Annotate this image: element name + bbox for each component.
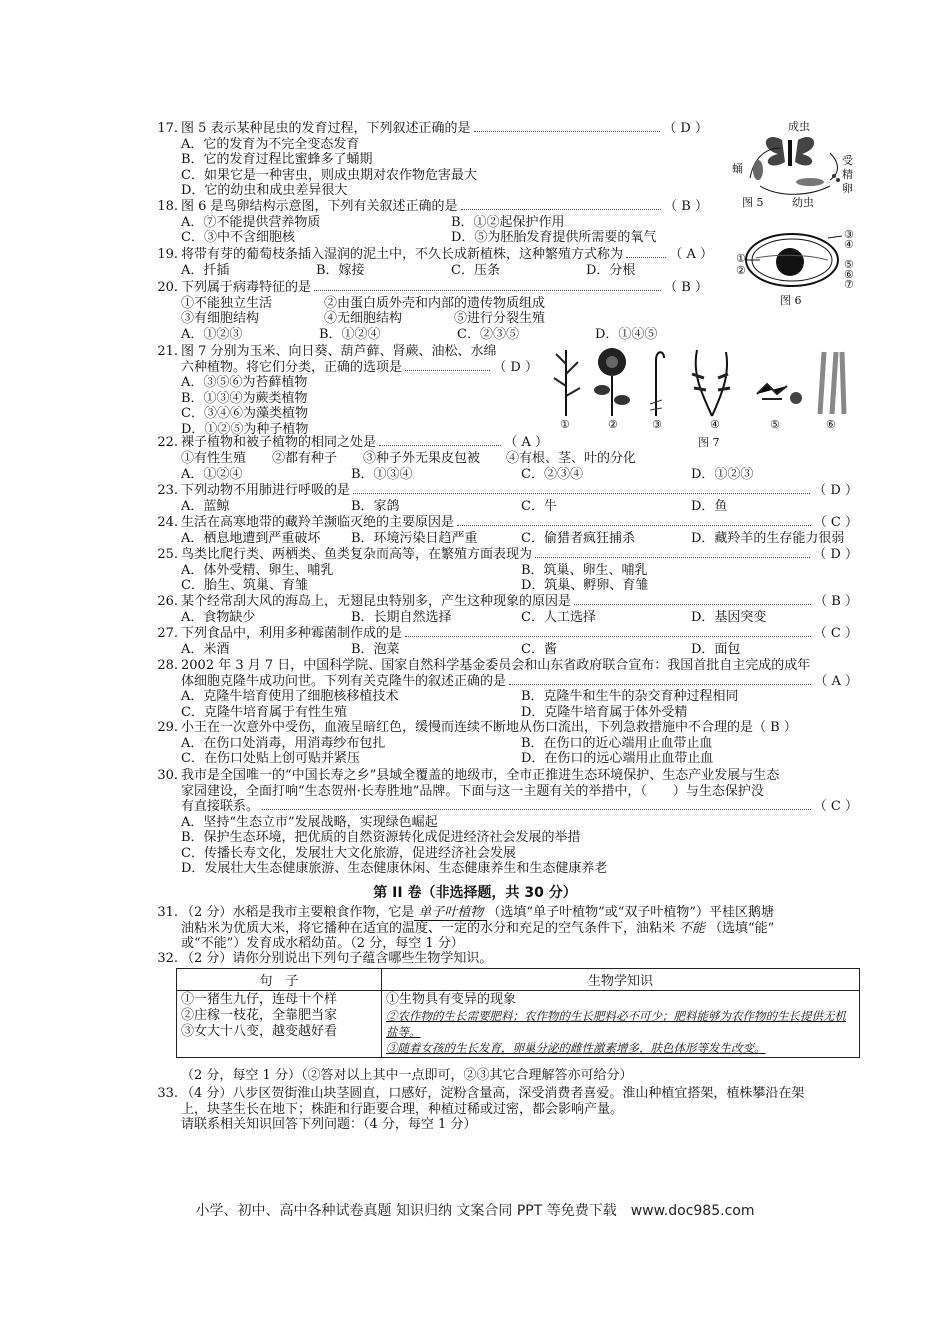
question-stem: 将带有芽的葡萄枝条插入湿润的泥土中，不久长成新植株，这种繁殖方式称为 bbox=[181, 247, 624, 262]
question-number: 26. bbox=[157, 594, 178, 609]
marker: ⑥ bbox=[844, 268, 854, 281]
label-larva: 幼虫 bbox=[792, 196, 814, 209]
option-d: D．发展壮大生态健康旅游、生态健康休闲、生态健康养生和生态健康养老 bbox=[181, 861, 608, 876]
question-number: 17. bbox=[157, 121, 178, 136]
answer: （ D ） bbox=[663, 121, 708, 136]
option-b: B．环境污染日趋严重 bbox=[351, 530, 478, 546]
question-28 bbox=[148, 658, 858, 720]
question-number: 24. bbox=[157, 515, 178, 530]
option-d: D．在伤口的远心端用止血带止血 bbox=[521, 751, 714, 766]
option-a: A．扦插 bbox=[181, 262, 230, 278]
answer: （ A ） bbox=[504, 435, 548, 450]
answer: （ D ） bbox=[813, 547, 858, 562]
figure-caption: 图 5 bbox=[742, 196, 764, 209]
option-d: D．藏羚羊的生存能力很弱 bbox=[691, 530, 845, 546]
moss-icon bbox=[650, 352, 664, 416]
marker: ② bbox=[736, 264, 746, 277]
question-17 bbox=[148, 121, 708, 199]
plants-drawing bbox=[552, 344, 852, 420]
question-stem: （2 分）请你分别说出下列句子蕴含哪些生物学知识。 bbox=[181, 951, 493, 966]
option-c: C．在伤口处贴上创可贴并紧压 bbox=[181, 751, 360, 766]
table-row bbox=[177, 991, 860, 1058]
question-stem: 2002 年 3 月 7 日，中国科学院、国家自然科学基金委员会和山东省政府联合宣布：我国首批自主完成的成年 bbox=[181, 658, 811, 673]
question-number: 31. bbox=[157, 905, 178, 920]
figure-caption: 图 7 bbox=[698, 436, 720, 449]
option-a: A．坚持“生态立市”发展战略，实现绿色崛起 bbox=[181, 814, 438, 830]
option-d: D．面包 bbox=[691, 641, 741, 657]
option-b: B．泡菜 bbox=[351, 641, 400, 657]
option-d: D．分根 bbox=[586, 262, 636, 278]
question-stem: 图 7 分别为玉米、向日葵、葫芦藓、肾蕨、油松、水绵 bbox=[181, 344, 497, 359]
question-33 bbox=[148, 1086, 858, 1133]
option-a: A．蓝鲸 bbox=[181, 498, 230, 514]
question-23 bbox=[148, 483, 858, 514]
marker: ⑦ bbox=[844, 278, 854, 291]
option-c: C．克隆牛培育属于有性生殖 bbox=[181, 704, 347, 720]
option-b: B．家鸽 bbox=[351, 498, 400, 514]
knowledge-table bbox=[176, 968, 860, 1058]
option-b: B．它的发育过程比蜜蜂多了蛹期 bbox=[181, 152, 373, 167]
statement-line: ③有细胞结构 ④无细胞结构 ⑤进行分裂生殖 bbox=[181, 311, 546, 326]
option-b: B．嫁接 bbox=[316, 262, 365, 278]
answer: （ B ） bbox=[664, 199, 708, 214]
option-d: D．①④⑤ bbox=[595, 326, 658, 342]
question-number: 22. bbox=[157, 435, 178, 450]
option-c: C．③④⑥为藻类植物 bbox=[181, 406, 308, 421]
question-25 bbox=[148, 547, 858, 594]
question-number: 18. bbox=[157, 199, 178, 214]
option-a: A．⑦不能提供营养物质 bbox=[181, 214, 321, 230]
option-c: C．传播长寿文化，发展壮大文化旅游，促进经济社会发展 bbox=[181, 845, 516, 861]
question-text: （4 分）八步区贺街淮山块茎圆直，口感好，淀粉含量高，深受消费者喜爱。淮山种植宜搭架，植株攀沿在架 bbox=[181, 1086, 805, 1101]
question-text: 或“不能”）发育成水稻幼苗。（2 分，每空 1 分） bbox=[181, 936, 464, 951]
question-stem: 生活在高寒地带的藏羚羊濒临灭绝的主要原因是 bbox=[181, 515, 455, 530]
answer: （ C ） bbox=[813, 515, 858, 530]
question-text: 油粘米为优质大米，将它播种在适宜的温度、一定的水分和充足的空气条件下，油粘米 bbox=[181, 920, 676, 936]
marker: ⑤ bbox=[844, 258, 854, 271]
option-c: C．如果它是一种害虫，则成虫期对农作物危害最大 bbox=[181, 167, 477, 183]
answer-blank-1: 单子叶植物 bbox=[414, 905, 487, 921]
scoring-note: （2 分，每空 1 分）（②答对以上其中一点即可，②③其它合理解答亦可给分） bbox=[181, 1068, 633, 1083]
footer: 小学、初中、高中各种试卷真题 知识归纳 文案合同 PPT 等免费下载 www.doc985.com bbox=[195, 1203, 755, 1219]
question-text: 上，块茎生长在地下；株距和行距要合理，种植过稀或过密，都会影响产量。 bbox=[181, 1101, 624, 1117]
question-21 bbox=[148, 344, 538, 437]
question-stem: 下列食品中，利用多种霉菌制作成的是 bbox=[181, 626, 403, 641]
option-c: C．压条 bbox=[451, 262, 500, 278]
option-a: A．米酒 bbox=[181, 641, 230, 657]
answer: （ A ） bbox=[814, 673, 858, 689]
question-number: 30. bbox=[157, 768, 178, 783]
question-20 bbox=[148, 280, 708, 342]
option-d: D．鱼 bbox=[691, 498, 728, 514]
option-a: A．体外受精、卵生、哺乳 bbox=[181, 562, 334, 578]
option-c: C．人工选择 bbox=[521, 609, 596, 625]
question-number: 21. bbox=[157, 344, 178, 359]
question-number: 20. bbox=[157, 280, 178, 295]
question-text: （选填“能” bbox=[709, 920, 775, 936]
sunflower-icon bbox=[594, 348, 630, 416]
figure-7-plants bbox=[552, 344, 852, 450]
option-a: A．①②④ bbox=[181, 466, 243, 482]
answer: （ B ） bbox=[664, 280, 708, 295]
question-stem: 鸟类比爬行类、两栖类、鱼类复杂而高等，在繁殖方面表现为 bbox=[181, 547, 533, 562]
question-18 bbox=[148, 199, 708, 246]
table-header-row bbox=[177, 969, 860, 991]
question-stem: 体细胞克隆牛成功问世。下列有关克隆牛的叙述正确的是 bbox=[181, 673, 507, 689]
bird-egg-drawing bbox=[736, 228, 858, 292]
table-cell-answer: ③随着女孩的生长发育，卵巢分泌的雌性激素增多，肤色体形等发生改变。 bbox=[386, 1041, 766, 1055]
answer: （ C ） bbox=[813, 626, 858, 641]
marker: ① bbox=[560, 418, 570, 431]
question-stem: 图 5 表示某种昆虫的发育过程，下列叙述正确的是 bbox=[181, 121, 471, 136]
question-31 bbox=[148, 905, 858, 952]
question-stem: 某个经常刮大风的海岛上，无翅昆虫特别多，产生这种现象的原因是 bbox=[181, 594, 572, 609]
marker: ③ bbox=[844, 228, 854, 241]
table-header: 句 子 bbox=[177, 969, 382, 991]
question-stem: 家园建设，全面打响“生态贺州·长寿胜地”品牌。下面与这一主题有关的举措中，（ ）与生态保护没 bbox=[181, 783, 764, 799]
option-a: A．它的发育为不完全变态发育 bbox=[181, 136, 360, 152]
table-cell: ②庄稼一枝花，全靠肥当家 bbox=[181, 1008, 338, 1023]
question-stem: 我市是全国唯一的“中国长寿之乡”县域全覆盖的地级市，全市正推进生态环境保护、生态产业发展与生态 bbox=[181, 768, 780, 783]
option-c: C．牛 bbox=[521, 498, 557, 514]
question-stem: 图 6 是鸟卵结构示意图，下列有关叙述正确的是 bbox=[181, 199, 458, 214]
figure-5-insect-lifecycle bbox=[730, 118, 860, 208]
option-c: C．偷猎者疯狂捕杀 bbox=[521, 530, 635, 546]
question-29 bbox=[148, 720, 858, 767]
answer: （ D ） bbox=[813, 483, 858, 498]
option-b: B．保护生态环境，把优质的自然资源转化成促进经济社会发展的举措 bbox=[181, 830, 581, 845]
question-stem: 下列属于病毒特征的是 bbox=[181, 280, 312, 295]
option-d: D．⑤为胚胎发育提供所需要的氧气 bbox=[451, 230, 657, 245]
option-c: C．②③④ bbox=[521, 466, 583, 482]
marker: ③ bbox=[652, 418, 662, 431]
table-cell: ①生物具有变异的现象 bbox=[386, 992, 517, 1007]
answer: （ A ） bbox=[669, 247, 713, 262]
question-32 bbox=[148, 951, 858, 967]
question-stem: 有直接联系。 bbox=[181, 799, 260, 814]
question-30 bbox=[148, 768, 858, 877]
question-text: 请联系相关知识回答下列问题：（4 分，每空 1 分） bbox=[181, 1117, 477, 1132]
option-b: B．①③④为蕨类植物 bbox=[181, 390, 308, 406]
statement-line: ①不能独立生活 ②由蛋白质外壳和内部的遗传物质组成 bbox=[181, 295, 546, 311]
figure-6-bird-egg bbox=[736, 228, 858, 306]
option-a: A．①②③ bbox=[181, 326, 243, 342]
spirogyra-icon bbox=[820, 352, 844, 414]
table-cell-answer: ②农作物的生长需要肥料；农作物的生长肥料必不可少；肥料能够为农作物的生长提供无机盐等。 bbox=[386, 1009, 846, 1039]
option-a: A．在伤口处消毒，用消毒纱布包扎 bbox=[181, 735, 386, 751]
option-b: B．在伤口的近心端用止血带止血 bbox=[521, 735, 713, 751]
answer: （ D ） bbox=[493, 359, 538, 375]
marker: ② bbox=[608, 418, 618, 431]
question-32-note bbox=[148, 1068, 858, 1084]
option-b: B．①②④ bbox=[319, 326, 381, 342]
question-number: 29. bbox=[157, 720, 178, 735]
marker: ④ bbox=[844, 238, 854, 251]
question-number: 33. bbox=[157, 1086, 178, 1101]
question-22-body bbox=[148, 451, 858, 482]
marker: ① bbox=[736, 252, 746, 265]
marker: ⑤ bbox=[770, 418, 780, 431]
option-b: B．①②起保护作用 bbox=[451, 214, 565, 230]
option-b: B．长期自然选择 bbox=[351, 609, 452, 625]
corn-icon bbox=[554, 350, 580, 416]
question-text: （2 分）水稻是我市主要粮食作物，它是 bbox=[181, 905, 415, 920]
option-d: D．它的幼虫和成虫差异很大 bbox=[181, 183, 348, 198]
option-d: D．基因突变 bbox=[691, 609, 767, 625]
option-d: D．①②③ bbox=[691, 466, 754, 482]
answer-blank-2: 不能 bbox=[675, 921, 709, 937]
option-c: C．③中不含细胞核 bbox=[181, 230, 295, 245]
figure-caption: 图 6 bbox=[780, 294, 802, 307]
answer: （ B ） bbox=[753, 720, 797, 735]
option-c: C．②③⑤ bbox=[457, 326, 519, 342]
option-d: D．克隆牛培育属于体外受精 bbox=[521, 704, 688, 720]
question-stem: 下列动物不用肺进行呼吸的是 bbox=[181, 483, 351, 498]
option-d: D．筑巢、孵卵、育雏 bbox=[521, 578, 649, 593]
question-stem: 裸子植物和被子植物的相同之处是 bbox=[181, 435, 377, 450]
question-stem: 六种植物。将它们分类，正确的选项是 bbox=[181, 359, 403, 375]
question-number: 23. bbox=[157, 483, 178, 498]
table-header: 生物学知识 bbox=[382, 969, 860, 991]
option-d: D．①②⑤为种子植物 bbox=[181, 421, 309, 437]
option-a: A．克隆牛培育使用了细胞核移植技术 bbox=[181, 689, 399, 704]
question-text: （选填“单子叶植物”或“双子叶植物”）平桂区鹅塘 bbox=[487, 905, 775, 920]
fern-icon bbox=[692, 350, 730, 416]
option-b: B．筑巢、卵生、哺乳 bbox=[521, 562, 648, 578]
question-26 bbox=[148, 594, 858, 625]
option-a: A．栖息地遭到严重破坏 bbox=[181, 530, 321, 546]
answer: （ B ） bbox=[814, 594, 858, 609]
label-egg: 受 bbox=[842, 154, 853, 167]
question-number: 28. bbox=[157, 658, 178, 673]
option-b: B．克隆牛和生牛的杂交育种过程相同 bbox=[521, 689, 739, 704]
question-24 bbox=[148, 515, 858, 546]
question-number: 32. bbox=[157, 951, 178, 966]
option-c: C．胎生、筑巢、育雏 bbox=[181, 578, 308, 593]
option-a: A．③⑤⑥为苔藓植物 bbox=[181, 375, 308, 390]
label-adult: 成虫 bbox=[788, 120, 810, 133]
question-number: 25. bbox=[157, 547, 178, 562]
statement-line: ①有性生殖 ②都有种子 ③种子外无果皮包被 ④有根、茎、叶的分化 bbox=[181, 451, 637, 466]
option-a: A．食物缺少 bbox=[181, 609, 256, 625]
section-2-heading: 第 II 卷（非选择题，共 30 分） bbox=[373, 885, 577, 901]
option-c: C．酱 bbox=[521, 641, 557, 657]
label-egg: 精 bbox=[842, 168, 853, 181]
question-stem: 小王在一次意外中受伤，血液呈暗红色，缓慢而连续不断地从伤口流出，下列急救措施中不合理的是 bbox=[181, 720, 754, 735]
pine-icon bbox=[757, 384, 802, 404]
question-number: 27. bbox=[157, 626, 178, 641]
question-27 bbox=[148, 626, 858, 657]
option-b: B．①③④ bbox=[351, 466, 413, 482]
label-pupa: 蛹 bbox=[732, 162, 743, 175]
table-cell: ③女大十八变，越变越好看 bbox=[181, 1024, 338, 1039]
question-number: 19. bbox=[157, 247, 178, 262]
question-22 bbox=[148, 435, 548, 451]
table-cell: ①一猪生九仔，连母十个样 bbox=[181, 992, 338, 1007]
question-19 bbox=[148, 247, 713, 278]
marker: ④ bbox=[710, 418, 720, 431]
label-egg: 卵 bbox=[842, 182, 853, 195]
marker: ⑥ bbox=[826, 418, 836, 431]
answer: （ C ） bbox=[813, 799, 858, 814]
